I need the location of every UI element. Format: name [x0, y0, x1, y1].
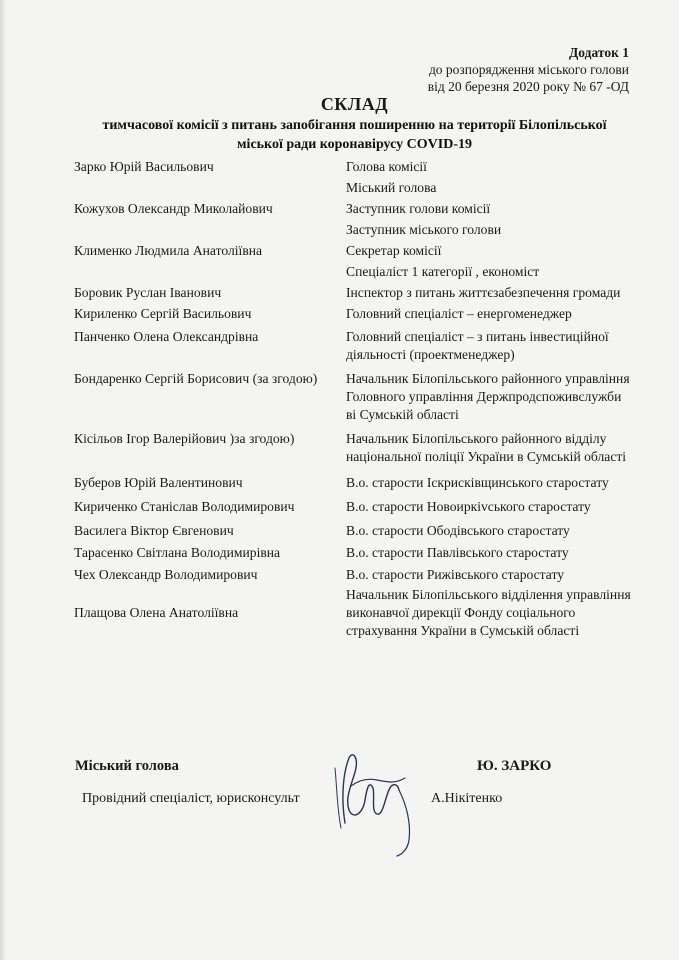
member-position: В.о. старости Ободівського старостату [346, 523, 570, 538]
member-row [74, 522, 634, 540]
member-row [74, 586, 634, 640]
members-table [74, 158, 634, 640]
member-row [74, 474, 634, 492]
member-position: Інспектор з питань життєзабезпечення громади [346, 285, 621, 300]
member-row [74, 328, 634, 364]
member-name [74, 263, 346, 281]
member-position: Головний спеціаліст – з питань інвестиційної діяльності (проектменеджер) [346, 329, 609, 362]
member-position: Секретар комісії [346, 243, 442, 258]
member-name: Панченко Олена Олександрівна [74, 329, 259, 344]
member-position: Заступник міського голови [346, 222, 502, 237]
member-name: Бондаренко Сергій Борисович (за згодою) [74, 371, 318, 386]
member-row [74, 370, 634, 424]
member-name [74, 179, 346, 197]
member-row [74, 158, 634, 176]
prepared-by-title: Провідний спеціаліст, юрисконсульт [82, 791, 300, 806]
member-name: Боровик Руслан Іванович [74, 285, 222, 300]
member-row [74, 544, 634, 562]
document-heading [60, 93, 649, 153]
annex-block [329, 44, 629, 95]
member-name: Кириченко Станіслав Володимирович [74, 499, 295, 514]
mayor-title: Міський голова [75, 758, 179, 774]
mayor-name: Ю. ЗАРКО [477, 758, 552, 774]
scan-edge [0, 0, 6, 960]
member-name: Клименко Людмила Анатоліївна [74, 243, 263, 258]
member-row [74, 305, 634, 323]
member-name: Тарасенко Світлана Володимирівна [74, 545, 281, 560]
member-position: Начальник Білопільського районного відділу національної поліції України в Сумській області [346, 431, 627, 464]
member-name: Плащова Олена Анатоліївна [74, 605, 239, 620]
member-row [74, 284, 634, 302]
member-position: В.о. старости Новоиркіvського старостату [346, 499, 591, 514]
annex-line-1: до розпорядження міського голови [428, 62, 629, 77]
member-name: Кожухов Олександр Миколайович [74, 201, 273, 216]
member-position: Міський голова [346, 180, 437, 195]
prepared-by-name: А.Нікітенко [431, 791, 503, 806]
member-row [74, 263, 634, 281]
member-row [74, 498, 634, 516]
member-position: Начальник Білопільського районного управління Головного управління Держпродспоживслужби ві Сумській області [346, 371, 630, 422]
member-position: В.о. старости Іскрисківщинського старостату [346, 475, 609, 490]
member-position: Спеціаліст 1 категорії , економіст [346, 264, 540, 279]
member-row [74, 242, 634, 260]
member-name: Василега Віктор Євгенович [74, 523, 234, 538]
member-name: Чех Олександр Володимирович [74, 567, 258, 582]
member-row [74, 179, 634, 197]
annex-line-2: від 20 березня 2020 року № 67 -ОД [427, 79, 629, 94]
member-position: В.о. старости Рижівського старостату [346, 567, 565, 582]
member-row [74, 200, 634, 218]
member-position: Головний спеціаліст – енергоменеджер [346, 306, 572, 321]
document-title: СКЛАД [320, 94, 389, 114]
document-subtitle-line-1: тимчасової комісії з питань запобігання поширенню на території Білопільської [102, 118, 607, 133]
member-name: Буберов Юрій Валентинович [74, 475, 243, 490]
member-position: В.о. старости Павлівського старостату [346, 545, 569, 560]
member-row [74, 221, 634, 239]
member-row [74, 566, 634, 584]
member-name: Кириленко Сергій Васильович [74, 306, 252, 321]
member-row [74, 430, 634, 466]
member-position: Начальник Білопільського відділення управління виконавчої дирекції Фонду соціального страхування України в Сумській області [346, 587, 631, 638]
annex-title: Додаток 1 [569, 45, 629, 60]
member-name: Зарко Юрій Васильович [74, 159, 214, 174]
member-name [74, 221, 346, 239]
member-position: Голова комісії [346, 159, 427, 174]
member-name: Кісільов Ігор Валерійович )за згодою) [74, 431, 295, 446]
handwritten-signature [315, 728, 435, 858]
document-subtitle-line-2: міської ради коронавірусу COVID-19 [237, 137, 472, 152]
member-position: Заступник голови комісії [346, 201, 491, 216]
